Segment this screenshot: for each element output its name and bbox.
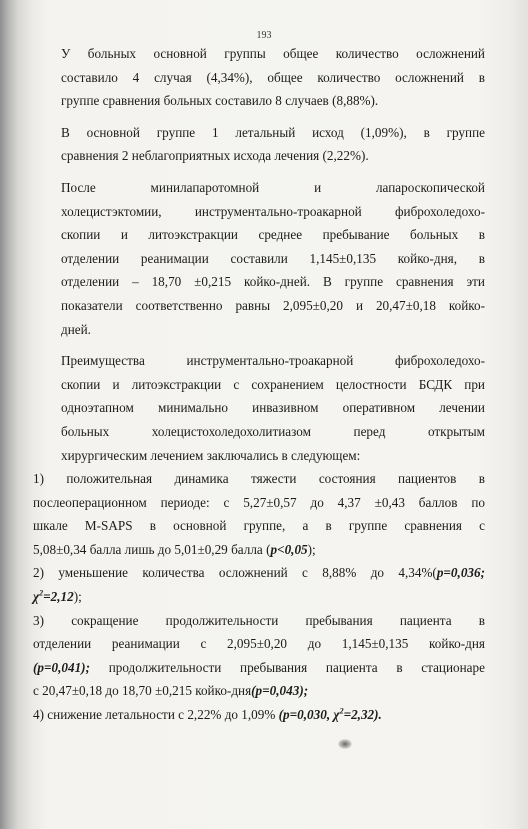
text-fragment: 4) снижение летальности с 2,22% до 1,09% (33, 707, 279, 723)
text-fragment: ); (73, 589, 82, 605)
text-line: холецистэктомии, инструментально-троакарной фиброхоледохо- (61, 203, 485, 219)
list-item-4 (33, 703, 485, 727)
list-item-2 (33, 561, 485, 608)
page-number: 193 (256, 30, 272, 41)
text-line: шкале M-SAPS в основной группе, а в группе сравнения с (33, 518, 485, 534)
text-line: скопии и литоэкстракции среднее пребывание больных в (61, 227, 485, 243)
text-line: послеоперационном периоде: с 5,27±0,57 до 4,37 ±0,43 баллов по (33, 494, 485, 510)
text-line (33, 656, 485, 680)
page-body (33, 42, 485, 727)
text-line: дней. (61, 321, 91, 337)
text-fragment: с 20,47±0,18 до 18,70 ±0,215 койко-дня (33, 683, 252, 699)
p-value: (p=0,041); (33, 659, 90, 675)
paragraph-complications (33, 42, 485, 113)
text-fragment: продолжительности пребывания пациента в стационаре (89, 659, 485, 675)
list-item-3 (33, 609, 485, 703)
text-line: скопии и литоэкстракции с сохранением целостности БСДК при (61, 376, 485, 392)
paragraph-advantages (33, 349, 485, 467)
text-line (33, 585, 485, 609)
p-value: (p=0,030, χ (278, 707, 340, 723)
chi-value: =2,32). (343, 707, 382, 723)
paragraph-hospital-stay (33, 176, 485, 341)
chi-value: =2,12 (43, 589, 74, 605)
text-line: одноэтапном минимально инвазивном оперативном лечении (61, 400, 485, 416)
text-fragment: ); (307, 541, 316, 557)
list-item-1 (33, 467, 485, 561)
text-line: У больных основной группы общее количество осложнений (61, 46, 485, 61)
chi-power: 2 (39, 588, 44, 598)
text-line: отделении реанимации с 2,095±0,20 до 1,145±0,135 койко-дня (33, 636, 485, 652)
chi-power: 2 (339, 706, 344, 716)
text-line (33, 679, 485, 703)
text-line (33, 538, 485, 562)
paragraph-lethal-outcomes (33, 121, 485, 168)
text-line: группе сравнения больных составило 8 случаев (8,88%). (61, 93, 379, 109)
text-line: После минилапаротомной и лапароскопической (61, 179, 485, 195)
text-line: отделении – 18,70 ±0,215 койко-дней. В группе сравнения эти (61, 274, 485, 290)
text-line (33, 561, 485, 585)
text-line: Преимущества инструментально-троакарной фиброхоледохо- (61, 353, 485, 369)
text-line: сравнения 2 неблагоприятных исхода лечения (2,22%). (61, 148, 369, 164)
text-line: показатели соответственно равны 2,095±0,20 и 20,47±0,18 койко- (61, 297, 485, 313)
text-line (33, 703, 485, 727)
text-line: больных холецистохоледохолитиазом перед открытым (61, 423, 485, 439)
text-fragment: 2) уменьшение количества осложнений с 8,88% до 4,34%( (33, 565, 437, 581)
p-value: p=0,036; (436, 565, 485, 581)
p-value: (p=0,043); (251, 683, 309, 699)
p-value: p<0,05 (270, 541, 308, 557)
chi-symbol: χ (33, 589, 40, 605)
text-fragment: 5,08±0,34 балла лишь до 5,01±0,29 балла ( (33, 541, 271, 557)
text-line: составило 4 случая (4,34%), общее количество осложнений в (61, 69, 485, 85)
text-line: В основной группе 1 летальный исход (1,09%), в группе (61, 124, 485, 140)
text-line: хирургическим лечением заключались в следующем: (61, 447, 361, 463)
ink-smudge (338, 739, 352, 749)
text-line: 3) сокращение продолжительности пребывания пациента в (33, 612, 485, 628)
text-line: 1) положительная динамика тяжести состояния пациентов в (33, 471, 485, 487)
text-line: отделении реанимации составили 1,145±0,135 койко-дня, в (61, 250, 485, 266)
